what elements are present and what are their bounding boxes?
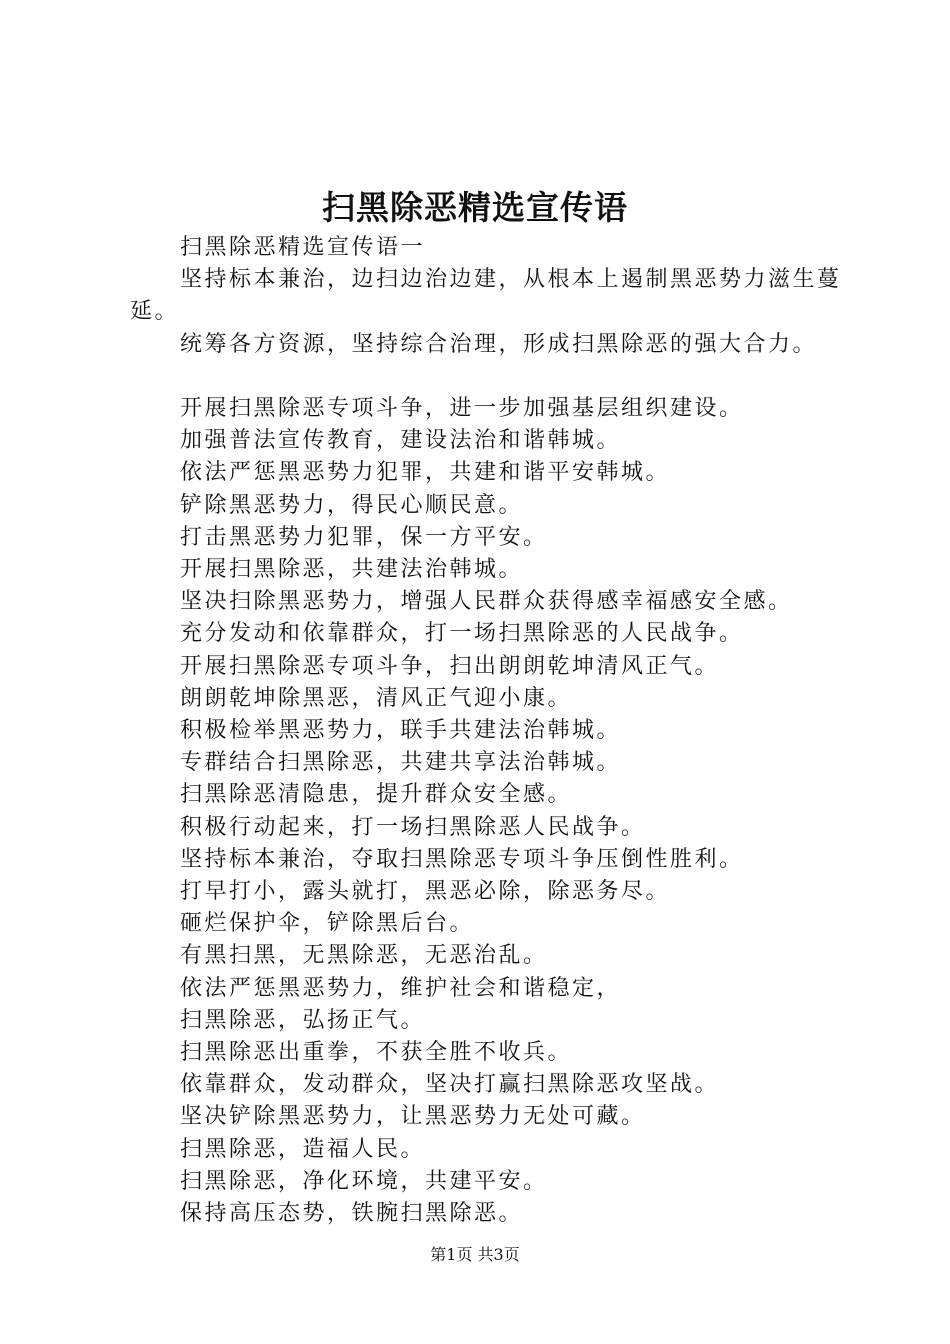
slogan-line: 打早打小，露头就打，黑恶必除，除恶务尽。 (180, 879, 671, 905)
slogan-line: 积极检举黑恶势力，联手共建法治韩城。 (180, 718, 622, 744)
slogan-line: 扫黑除恶，弘扬正气。 (180, 1007, 426, 1033)
paragraph: 坚持标本兼治，边扫边治边建，从根本上遏制黑恶势力滋生蔓延。 (130, 267, 842, 325)
slogan-line: 充分发动和依靠群众，打一场扫黑除恶的人民战争。 (180, 621, 744, 647)
slogan-line: 铲除黑恶势力，得民心顺民意。 (180, 492, 524, 518)
slogan-line: 依靠群众，发动群众，坚决打赢扫黑除恶攻坚战。 (180, 1072, 720, 1098)
slogan-line: 开展扫黑除恶，共建法治韩城。 (180, 557, 524, 583)
slogan-line: 积极行动起来，打一场扫黑除恶人民战争。 (180, 814, 646, 840)
slogan-line: 加强普法宣传教育，建设法治和谐韩城。 (180, 428, 622, 454)
section-heading: 扫黑除恶精选宣传语一 (180, 235, 426, 260)
slogan-line: 保持高压态势，铁腕扫黑除恶。 (180, 1201, 524, 1227)
slogan-line: 坚决扫除黑恶势力，增强人民群众获得感幸福感安全感。 (180, 589, 793, 615)
page-footer: 第1页 共3页 (430, 1245, 520, 1264)
slogan-line: 依法严惩黑恶势力犯罪，共建和谐平安韩城。 (180, 460, 671, 486)
slogan-line: 扫黑除恶，净化环境，共建平安。 (180, 1168, 548, 1194)
document-body (130, 232, 850, 1230)
slogan-line: 扫黑除恶清隐患，提升群众安全感。 (180, 782, 573, 808)
slogan-line: 开展扫黑除恶专项斗争，扫出朗朗乾坤清风正气。 (180, 653, 720, 679)
blank-line (130, 361, 850, 393)
slogan-line: 砸烂保护伞，铲除黑后台。 (180, 911, 475, 937)
slogan-line: 扫黑除恶，造福人民。 (180, 1136, 426, 1162)
slogan-line: 依法严惩黑恶势力，维护社会和谐稳定， (180, 975, 622, 1001)
slogan-line: 打击黑恶势力犯罪，保一方平安。 (180, 524, 548, 550)
document-title: 扫黑除恶精选宣传语 (322, 188, 628, 227)
slogan-line: 朗朗乾坤除黑恶，清风正气迎小康。 (180, 685, 573, 711)
slogan-line: 有黑扫黑，无黑除恶，无恶治乱。 (180, 943, 548, 969)
slogan-line: 扫黑除恶出重拳，不获全胜不收兵。 (180, 1040, 573, 1066)
paragraph: 统筹各方资源，坚持综合治理，形成扫黑除恶的强大合力。 (180, 331, 818, 357)
slogan-list (130, 393, 850, 1230)
slogan-line: 坚决铲除黑恶势力，让黑恶势力无处可藏。 (180, 1104, 646, 1130)
slogan-line: 坚持标本兼治，夺取扫黑除恶专项斗争压倒性胜利。 (180, 846, 744, 872)
slogan-line: 专群结合扫黑除恶，共建共享法治韩城。 (180, 750, 622, 776)
slogan-line: 开展扫黑除恶专项斗争，进一步加强基层组织建设。 (180, 396, 744, 421)
